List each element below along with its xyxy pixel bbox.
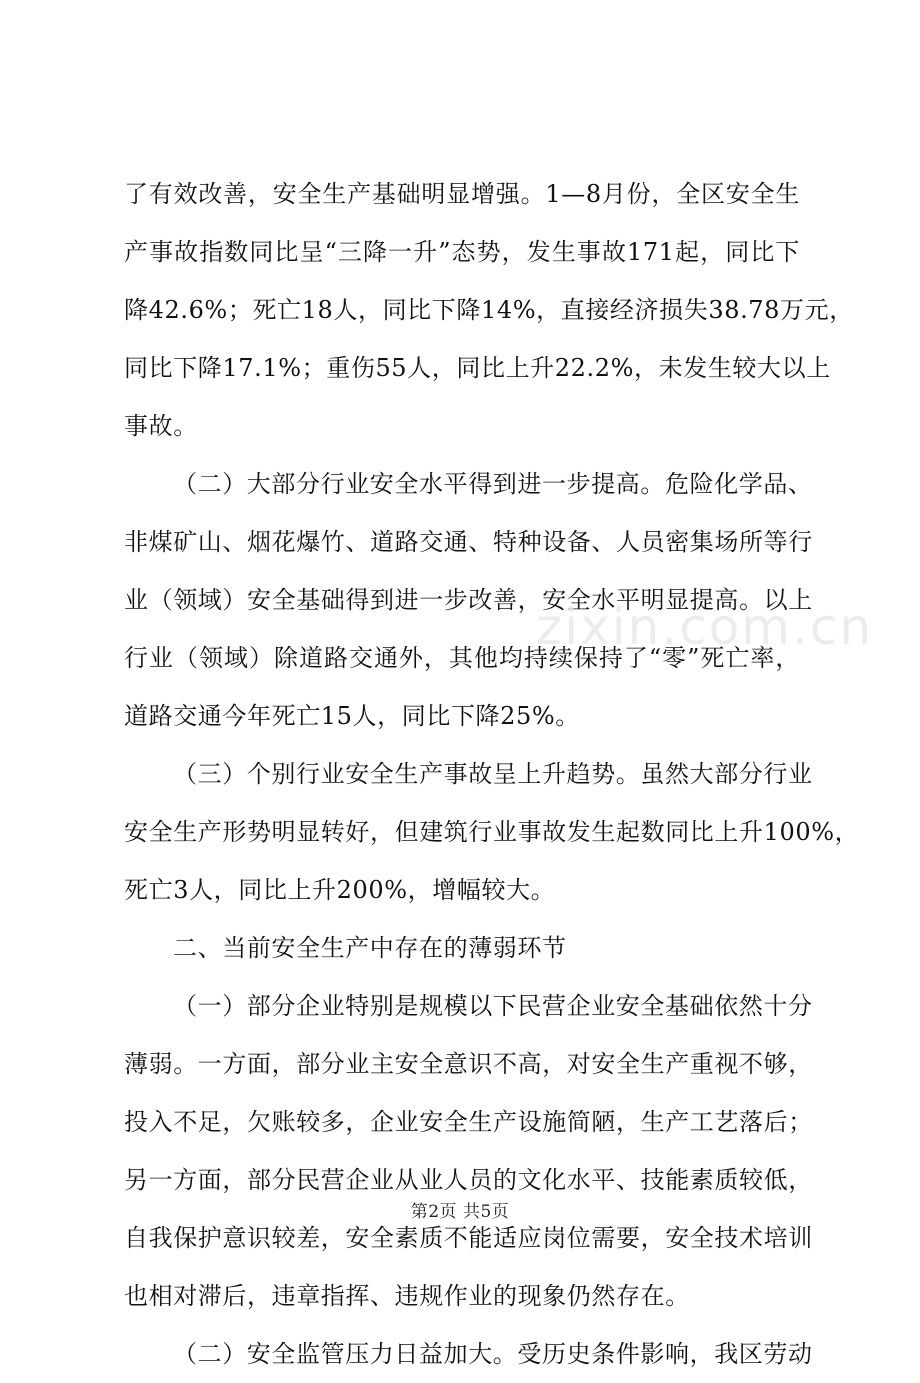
text-line: 行业（领域）除道路交通外，其他均持续保持了“零”死亡率， <box>124 644 800 672</box>
text-line: 业（领域）安全基础得到进一步改善，安全水平明显提高。以上 <box>124 586 813 614</box>
text-line: 产事故指数同比呈“三降一升”态势，发生事故171起，同比下 <box>124 238 800 266</box>
text-line: 投入不足，欠账较多，企业安全生产设施简陋，生产工艺落后； <box>124 1108 813 1136</box>
text-line: 事故。 <box>124 412 198 440</box>
text-line: （三）个别行业安全生产事故呈上升趋势。虽然大部分行业 <box>173 760 813 788</box>
text-line: 了有效改善，安全生产基础明显增强。1—8月份，全区安全生 <box>124 180 800 208</box>
text-line: 非煤矿山、烟花爆竹、道路交通、特种设备、人员密集场所等行 <box>124 528 813 556</box>
page-footer: 第2页 共5页 <box>410 1202 510 1222</box>
text-line: 另一方面，部分民营企业从业人员的文化水平、技能素质较低， <box>124 1166 813 1194</box>
section-heading: 二、当前安全生产中存在的薄弱环节 <box>173 934 567 962</box>
text-line: 同比下降17.1%；重伤55人，同比上升22.2%，未发生较大以上 <box>124 354 831 382</box>
text-line: 降42.6%；死亡18人，同比下降14%，直接经济损失38.78万元， <box>124 296 854 324</box>
text-line: 自我保护意识较差，安全素质不能适应岗位需要，安全技术培训 <box>124 1224 813 1252</box>
text-line: 也相对滞后，违章指挥、违规作业的现象仍然存在。 <box>124 1282 690 1310</box>
text-line: （一）部分企业特别是规模以下民营企业安全基础依然十分 <box>173 992 813 1020</box>
text-line: （二）大部分行业安全水平得到进一步提高。危险化学品、 <box>173 470 813 498</box>
text-line: 安全生产形势明显转好，但建筑行业事故发生起数同比上升100%， <box>124 818 860 846</box>
text-line: （二）安全监管压力日益加大。受历史条件影响，我区劳动 <box>173 1340 813 1368</box>
text-line: 道路交通今年死亡15人，同比下降25%。 <box>124 702 580 730</box>
text-line: 死亡3人，同比上升200%，增幅较大。 <box>124 876 556 904</box>
text-line: 薄弱。一方面，部分业主安全意识不高，对安全生产重视不够， <box>124 1050 813 1078</box>
watermark: zixin.com.cn <box>536 598 874 656</box>
